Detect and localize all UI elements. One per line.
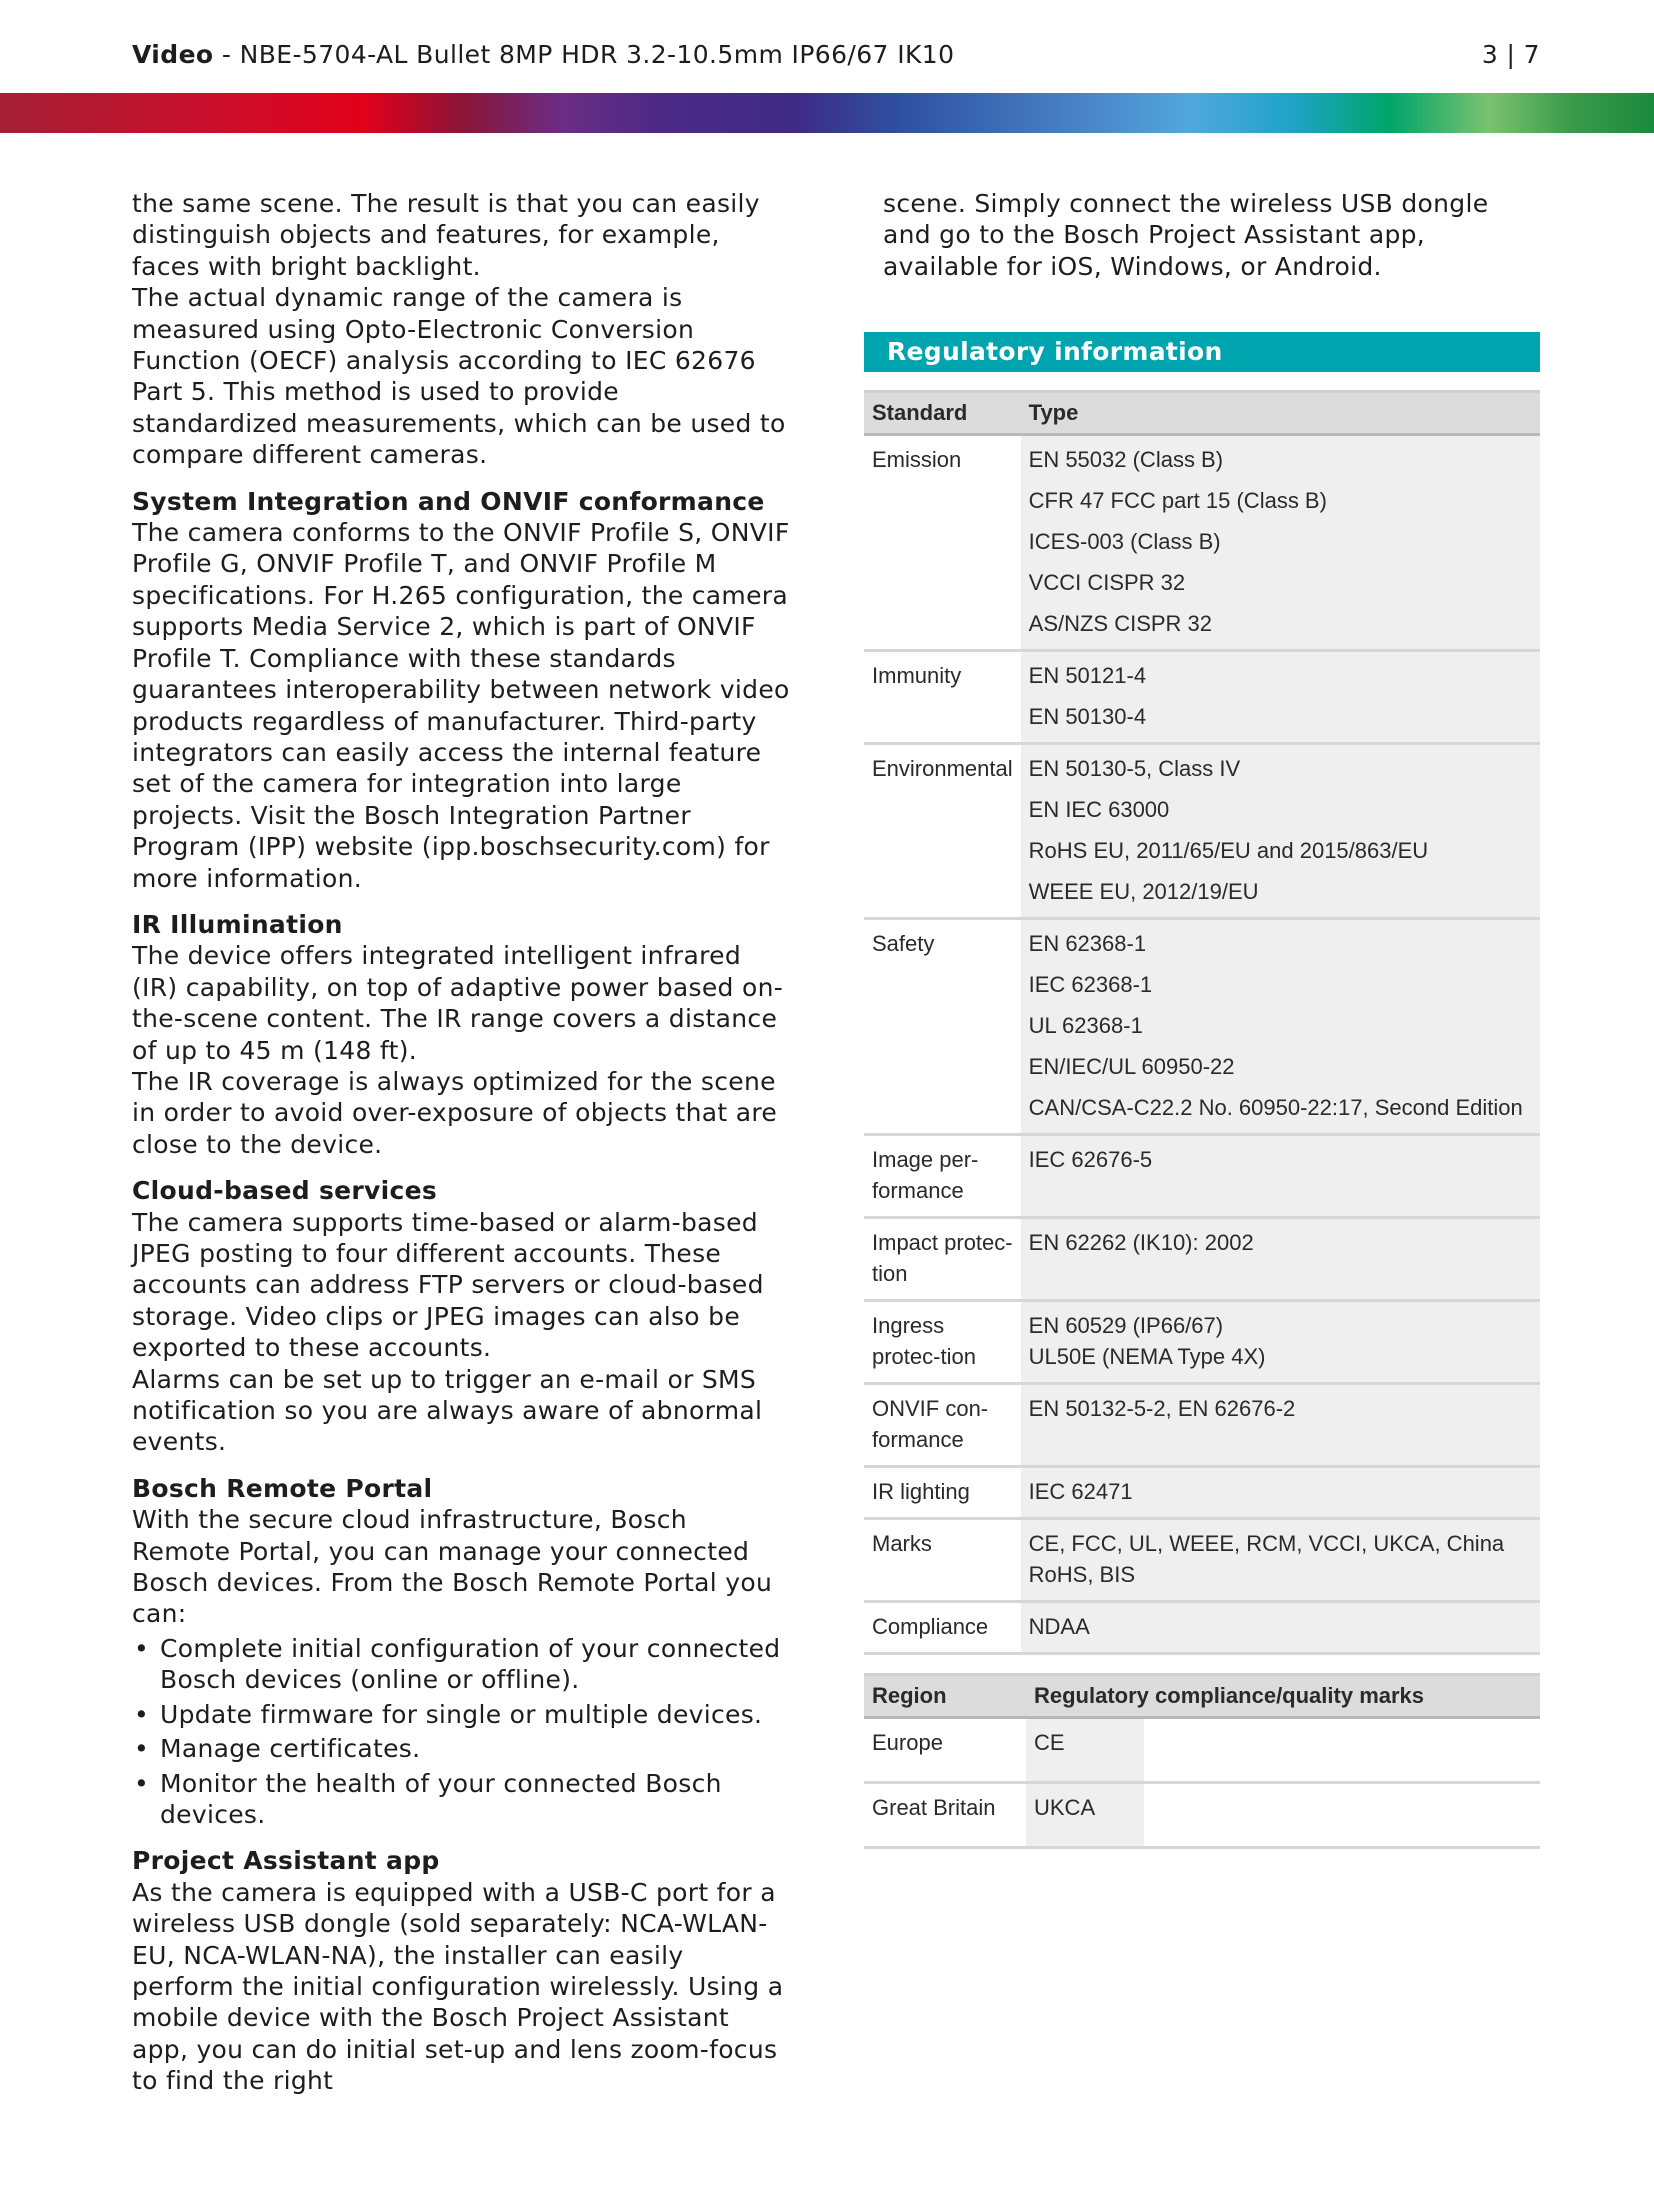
paragraph-cloud-1: The camera supports time-based or alarm-based JPEG posting to four different accounts. These accounts can address FTP servers or cloud-based storage. Video clips or JPEG images can also be exported to these accounts. — [132, 1207, 764, 1363]
standard-cell: Impact protec-tion — [864, 1218, 1021, 1301]
standard-cell: Environmental — [864, 744, 1021, 919]
heading-remote-portal: Bosch Remote Portal — [132, 1473, 433, 1503]
type-value: IEC 62368-1 — [1028, 972, 1153, 998]
type-cell — [1021, 651, 1540, 744]
list-item: • Update firmware for single or multiple devices. — [132, 1699, 792, 1730]
type-cell — [1021, 919, 1540, 1135]
table-row — [864, 919, 1540, 1135]
type-value: EN 55032 (Class B) — [1028, 447, 1224, 473]
mark-cell: CE — [1026, 1718, 1144, 1783]
document-title — [132, 40, 954, 69]
regulatory-table — [864, 390, 1540, 1655]
table-row — [864, 1218, 1540, 1301]
type-cell — [1021, 744, 1540, 919]
type-value: NDAA — [1028, 1614, 1090, 1640]
paragraph-project-assistant-cont: scene. Simply connect the wireless USB dongle and go to the Bosch Project Assistant app, available for iOS, Windows, or Android. — [883, 189, 1489, 281]
list-item: • Monitor the health of your connected Bosch devices. — [132, 1768, 792, 1831]
standard-cell: Image per-formance — [864, 1135, 1021, 1218]
paragraph-onvif: The camera conforms to the ONVIF Profile S, ONVIF Profile G, ONVIF Profile T, and ONVIF Profile M specifications. For H.265 configuration, the camera supports Media Service 2, which is part of ONVIF Profile T. Compliance with these standards guarantees interoperability between network video products regardless of manufacturer. Third-party integrators can easily access the internal feature set of the camera for integration into large projects. Visit the Bosch Integration Partner Program (IPP) website (ipp.boschsecurity.com) for more information. — [132, 518, 790, 893]
heading-project-assistant: Project Assistant app — [132, 1846, 440, 1876]
type-cell — [1021, 1301, 1540, 1384]
type-cell — [1021, 1135, 1540, 1218]
type-value: UL50E (NEMA Type 4X) — [1028, 1344, 1266, 1370]
standard-cell: Immunity — [864, 651, 1021, 744]
paragraph-project-assistant: As the camera is equipped with a USB-C port for a wireless USB dongle (sold separately: NCA-WLAN-EU, NCA-WLAN-NA), the installer can easily perform the initial configuration wirelessly. Using a mobile device with the Bosch Project Assistant app, you can do initial set-up and lens zoom-focus to find the right — [132, 1877, 784, 2096]
table-row — [864, 1718, 1540, 1783]
region-marks-table — [864, 1673, 1540, 1849]
column-header-marks: Regulatory compliance/quality marks — [1026, 1675, 1540, 1718]
brand-color-band — [0, 93, 1654, 133]
empty-cell — [1144, 1783, 1540, 1848]
type-value: EN 50121-4 — [1028, 663, 1147, 689]
table-row — [864, 1384, 1540, 1467]
type-value: VCCI CISPR 32 — [1028, 570, 1186, 596]
section-title-regulatory: Regulatory information — [864, 332, 1540, 372]
remote-portal-list — [132, 1633, 792, 1830]
type-cell — [1021, 1384, 1540, 1467]
table-row — [864, 1783, 1540, 1848]
list-item: • Manage certificates. — [132, 1733, 792, 1764]
page-header — [132, 34, 1540, 74]
type-value: EN/IEC/UL 60950-22 — [1028, 1054, 1235, 1080]
left-column — [132, 188, 792, 2097]
table-row — [864, 1135, 1540, 1218]
paragraph-dynamic-range-1: the same scene. The result is that you can easily distinguish objects and features, for example, faces with bright backlight. — [132, 189, 760, 281]
type-value: CFR 47 FCC part 15 (Class B) — [1028, 488, 1327, 514]
standard-cell: Ingress protec-tion — [864, 1301, 1021, 1384]
paragraph-dynamic-range-2: The actual dynamic range of the camera is measured using Opto-Electronic Conversion Function (OECF) analysis according to IEC 62676 Part 5. This method is used to provide standardized measurements, which can be used to compare different cameras. — [132, 283, 786, 470]
type-cell — [1021, 1218, 1540, 1301]
column-header-type: Type — [1021, 392, 1540, 435]
list-item: • Complete initial configuration of your connected Bosch devices (online or offline). — [132, 1633, 792, 1696]
type-value: EN 62368-1 — [1028, 931, 1147, 957]
type-value: IEC 62676-5 — [1028, 1147, 1153, 1173]
heading-cloud-services: Cloud-based services — [132, 1176, 438, 1206]
paragraph-remote-portal: With the secure cloud infrastructure, Bosch Remote Portal, you can manage your connected Bosch devices. From the Bosch Remote Portal you can: — [132, 1505, 773, 1629]
table-row — [864, 744, 1540, 919]
column-header-standard: Standard — [864, 392, 1021, 435]
type-value: EN IEC 63000 — [1028, 797, 1170, 823]
region-cell: Europe — [864, 1718, 1026, 1783]
standard-cell: Compliance — [864, 1602, 1021, 1654]
type-cell — [1021, 1467, 1540, 1519]
type-value: EN 60529 (IP66/67) — [1028, 1313, 1224, 1339]
mark-cell: UKCA — [1026, 1783, 1144, 1848]
paragraph-cloud-2: Alarms can be set up to trigger an e-mail or SMS notification so you are always aware of abnormal events. — [132, 1364, 763, 1457]
table-row — [864, 1519, 1540, 1602]
right-column — [864, 188, 1540, 1849]
table-header-row — [864, 392, 1540, 435]
table-row — [864, 435, 1540, 651]
table-row — [864, 651, 1540, 744]
header-category: Video — [132, 39, 214, 69]
type-value: ICES-003 (Class B) — [1028, 529, 1221, 555]
region-cell: Great Britain — [864, 1783, 1026, 1848]
standard-cell: Marks — [864, 1519, 1021, 1602]
page-number: 3 | 7 — [1481, 39, 1540, 69]
table-row — [864, 1602, 1540, 1654]
header-separator: - — [213, 39, 240, 69]
standard-cell: Safety — [864, 919, 1021, 1135]
table-header-row — [864, 1675, 1540, 1718]
table-row — [864, 1467, 1540, 1519]
type-value: EN 62262 (IK10): 2002 — [1028, 1230, 1254, 1256]
type-cell — [1021, 1602, 1540, 1654]
empty-cell — [1144, 1718, 1540, 1783]
heading-onvif: System Integration and ONVIF conformance — [132, 486, 765, 516]
table-row — [864, 1301, 1540, 1384]
type-cell — [1021, 1519, 1540, 1602]
paragraph-ir-1: The device offers integrated intelligent infrared (IR) capability, on top of adaptive power based on-the-scene content. The IR range covers a distance of up to 45 m (148 ft). — [132, 941, 784, 1065]
type-value: EN 50130-4 — [1028, 704, 1147, 730]
type-value: EN 50130-5, Class IV — [1028, 756, 1241, 782]
type-value: EN 50132-5-2, EN 62676-2 — [1028, 1396, 1296, 1422]
type-cell — [1021, 435, 1540, 651]
standard-cell: IR lighting — [864, 1467, 1021, 1519]
paragraph-ir-2: The IR coverage is always optimized for the scene in order to avoid over-exposure of objects that are close to the device. — [132, 1066, 778, 1159]
heading-ir-illumination: IR Illumination — [132, 909, 343, 939]
type-value: UL 62368-1 — [1028, 1013, 1143, 1039]
type-value: RoHS EU, 2011/65/EU and 2015/863/EU — [1028, 838, 1429, 864]
standard-cell: Emission — [864, 435, 1021, 651]
type-value: CAN/CSA-C22.2 No. 60950-22:17, Second Edition — [1028, 1095, 1523, 1121]
header-product: NBE-5704-AL Bullet 8MP HDR 3.2-10.5mm IP66/67 IK10 — [239, 39, 955, 69]
type-value: AS/NZS CISPR 32 — [1028, 611, 1213, 637]
type-value: WEEE EU, 2012/19/EU — [1028, 879, 1259, 905]
standard-cell: ONVIF con-formance — [864, 1384, 1021, 1467]
type-value: CE, FCC, UL, WEEE, RCM, VCCI, UKCA, China RoHS, BIS — [1028, 1531, 1505, 1588]
column-header-region: Region — [864, 1675, 1026, 1718]
type-value: IEC 62471 — [1028, 1479, 1133, 1505]
